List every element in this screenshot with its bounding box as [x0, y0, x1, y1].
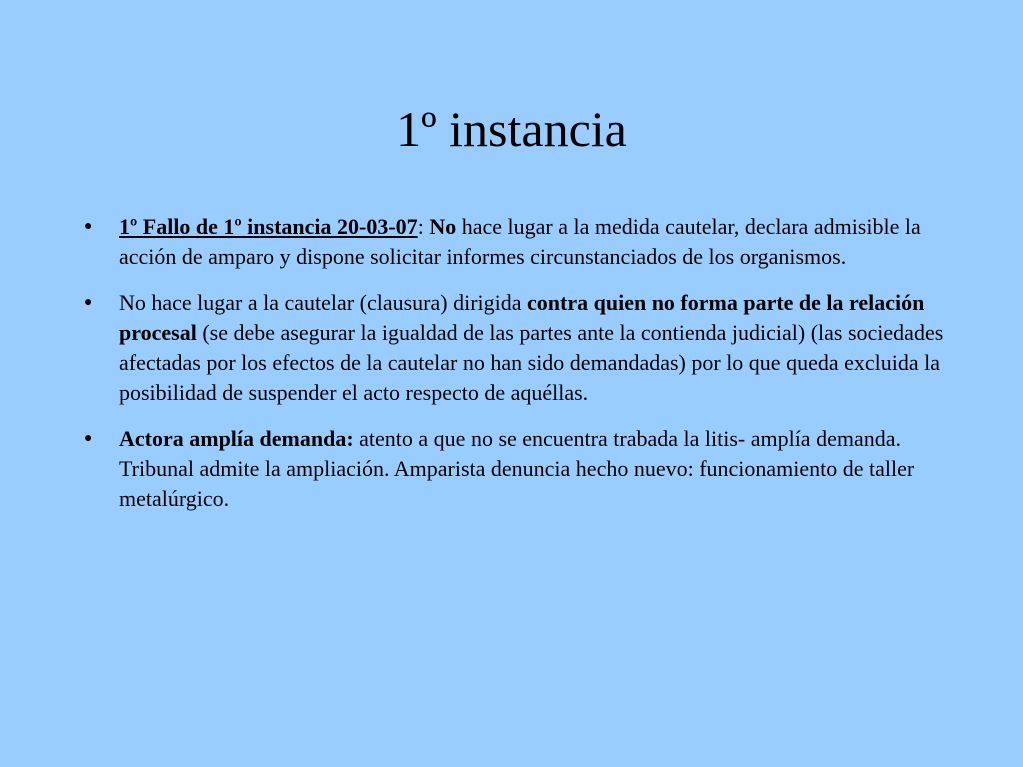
- bullet-1-heading: 1º Fallo de 1º instancia 20-03-07: [119, 214, 418, 239]
- bullet-2-emphasis: contra quien no forma parte de la relación procesal: [119, 290, 925, 345]
- bullet-3-text: atento a que no se encuentra trabada la litis- amplía demanda. Tribunal admite la ampliación. Amparista denuncia hecho nuevo: funcionamiento de taller metalúrgico.: [119, 426, 915, 511]
- bullet-1-text: hace lugar a la medida cautelar, declara admisible la acción de amparo y dispone solicitar informes circunstanciados de los organismos.: [119, 214, 921, 269]
- bullet-2-text-after: (se debe asegurar la igualdad de las partes ante la contienda judicial) (las sociedades afectadas por los efectos de la cautelar no han sido demandadas) por lo que queda excluida la posibilidad de suspender el acto respecto de aquéllas.: [119, 320, 944, 405]
- bullet-icon: ●: [84, 295, 93, 310]
- bullet-icon: ●: [84, 219, 93, 234]
- bullet-3-emphasis: Actora amplía demanda:: [119, 426, 354, 451]
- bullet-icon: ●: [84, 431, 93, 446]
- bullet-2-text-before: No hace lugar a la cautelar (clausura) dirigida: [119, 290, 528, 315]
- bullet-item-3: [84, 424, 954, 514]
- bullet-list: [84, 212, 954, 530]
- bullet-1-separator: :: [417, 214, 430, 239]
- slide-title: 1º instancia: [396, 101, 627, 157]
- bullet-item-1: [84, 212, 954, 272]
- bullet-item-2: [84, 288, 954, 408]
- bullet-1-emphasis: No: [429, 214, 457, 239]
